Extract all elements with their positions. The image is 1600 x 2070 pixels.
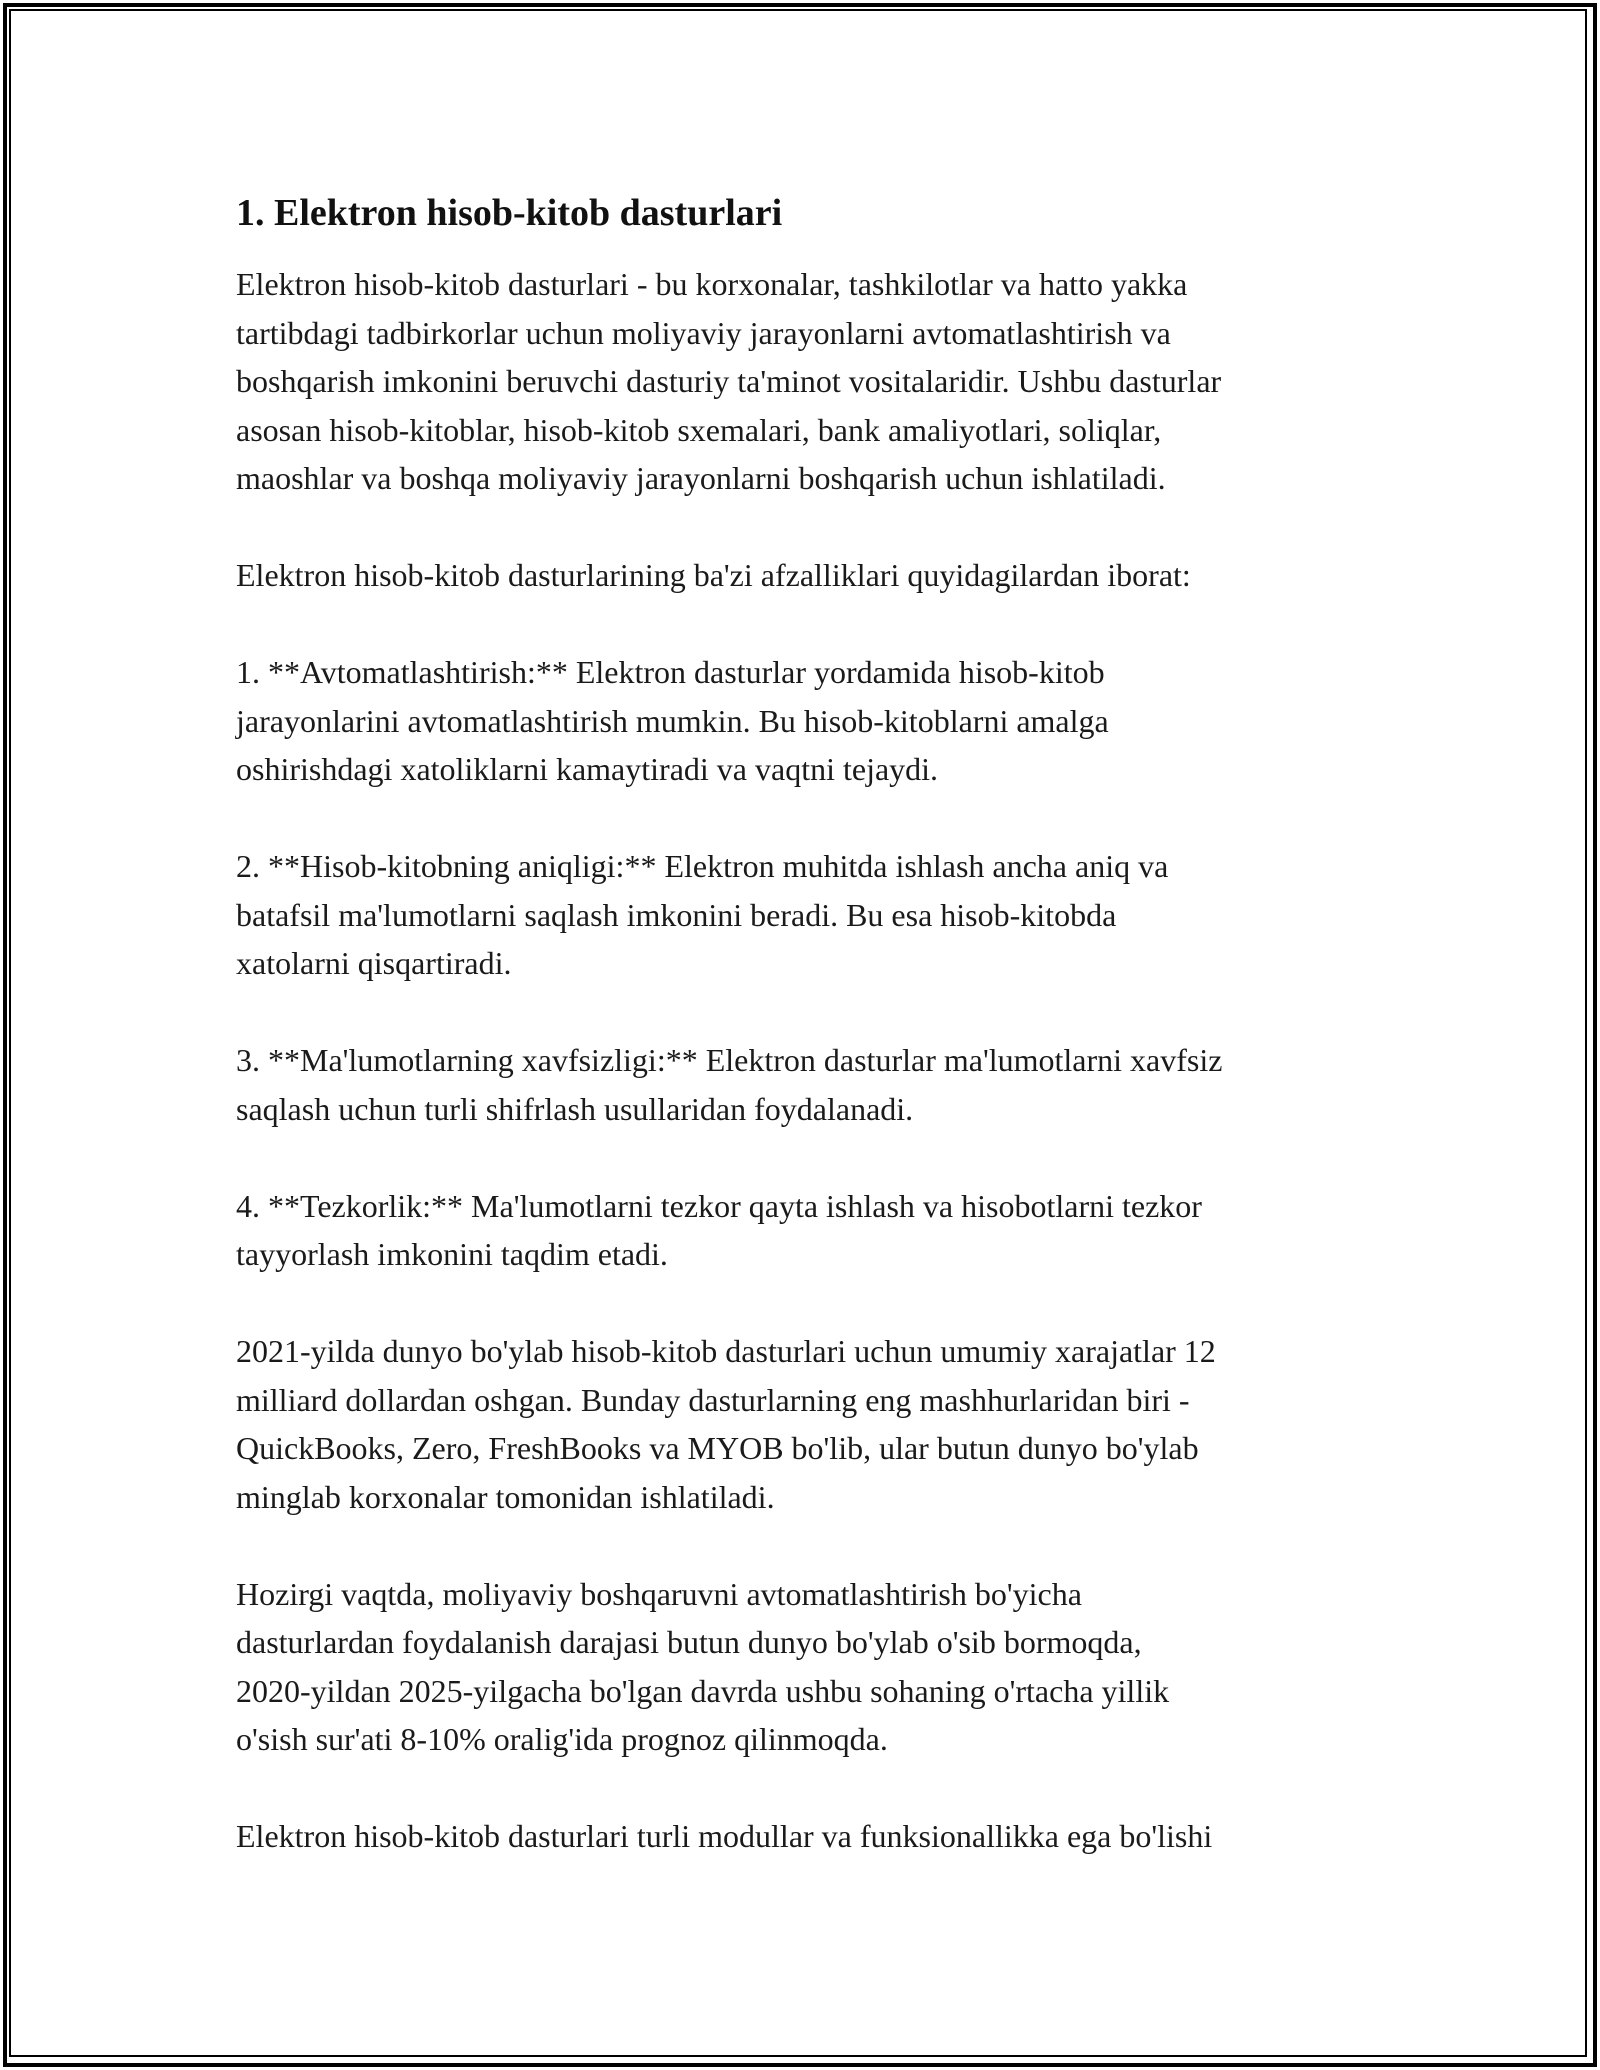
text-line: asosan hisob-kitoblar, hisob-kitob sxemalari, bank amaliyotlari, soliqlar, <box>236 411 1162 448</box>
text-line: dasturlardan foydalanish darajasi butun dunyo bo'ylab o'sib bormoqda, <box>236 1624 1142 1660</box>
text-line: oshirishdagi xatoliklarni kamaytiradi va vaqtni tejaydi. <box>236 751 939 787</box>
list-item-accuracy <box>236 842 1376 988</box>
paragraph-growth-forecast <box>236 1570 1376 1764</box>
text-line: 4. **Tezkorlik:** Ma'lumotlarni tezkor qayta ishlash va hisobotlarni tezkor <box>236 1187 1202 1224</box>
paragraph-market-2021 <box>236 1327 1376 1521</box>
paragraph-intro <box>236 260 1376 503</box>
list-item-security <box>236 1036 1376 1133</box>
list-item-automation <box>236 648 1376 794</box>
text-line: milliard dollardan oshgan. Bunday dasturlarning eng mashhurlaridan biri - <box>236 1381 1190 1418</box>
list-item-speed <box>236 1182 1376 1279</box>
text-line: minglab korxonalar tomonidan ishlatiladi. <box>236 1478 775 1515</box>
paragraph-advantages-intro <box>236 551 1376 600</box>
text-line: o'sish sur'ati 8-10% oralig'ida prognoz qilinmoqda. <box>236 1721 888 1757</box>
text-line: Hozirgi vaqtda, moliyaviy boshqaruvni avtomatlashtirish bo'yicha <box>236 1575 1082 1612</box>
text-line: saqlash uchun turli shifrlash usullaridan foydalanadi. <box>236 1090 914 1127</box>
text-line: 2021-yilda dunyo bo'ylab hisob-kitob dasturlari uchun umumiy xarajatlar 12 <box>236 1333 1216 1369</box>
text-line: 1. **Avtomatlashtirish:** Elektron dasturlar yordamida hisob-kitob <box>236 654 1105 690</box>
text-line: Elektron hisob-kitob dasturlari - bu korxonalar, tashkilotlar va hatto yakka <box>236 266 1188 302</box>
text-line: maoshlar va boshqa moliyaviy jarayonlarni boshqarish uchun ishlatiladi. <box>236 460 1166 496</box>
text-line: batafsil ma'lumotlarni saqlash imkonini beradi. Bu esa hisob-kitobda <box>236 896 1117 933</box>
text-line: QuickBooks, Zero, FreshBooks va MYOB bo'lib, ular butun dunyo bo'ylab <box>236 1430 1199 1466</box>
text-line: Elektron hisob-kitob dasturlarining ba'zi afzalliklari quyidagilardan iborat: <box>236 557 1191 593</box>
text-line: 2. **Hisob-kitobning aniqligi:** Elektron muhitda ishlash ancha aniq va <box>236 848 1169 884</box>
text-line: jarayonlarini avtomatlashtirish mumkin. Bu hisob-kitoblarni amalga <box>236 702 1109 739</box>
document-body <box>236 186 1376 1909</box>
paragraph-modules <box>236 1812 1376 1861</box>
text-line: tayyorlash imkonini taqdim etadi. <box>236 1236 668 1272</box>
document-title: 1. Elektron hisob-kitob dasturlari <box>236 192 783 234</box>
text-line: boshqarish imkonini beruvchi dasturiy ta'minot vositalaridir. Ushbu dasturlar <box>236 363 1222 399</box>
text-line: xatolarni qisqartiradi. <box>236 945 512 981</box>
text-line: Elektron hisob-kitob dasturlari turli modullar va funksionallikka ega bo'lishi <box>236 1818 1213 1854</box>
text-line: 2020-yildan 2025-yilgacha bo'lgan davrda ushbu sohaning o'rtacha yillik <box>236 1672 1170 1709</box>
text-line: 3. **Ma'lumotlarning xavfsizligi:** Elektron dasturlar ma'lumotlarni xavfsiz <box>236 1042 1223 1078</box>
text-line: tartibdagi tadbirkorlar uchun moliyaviy jarayonlarni avtomatlashtirish va <box>236 314 1171 351</box>
